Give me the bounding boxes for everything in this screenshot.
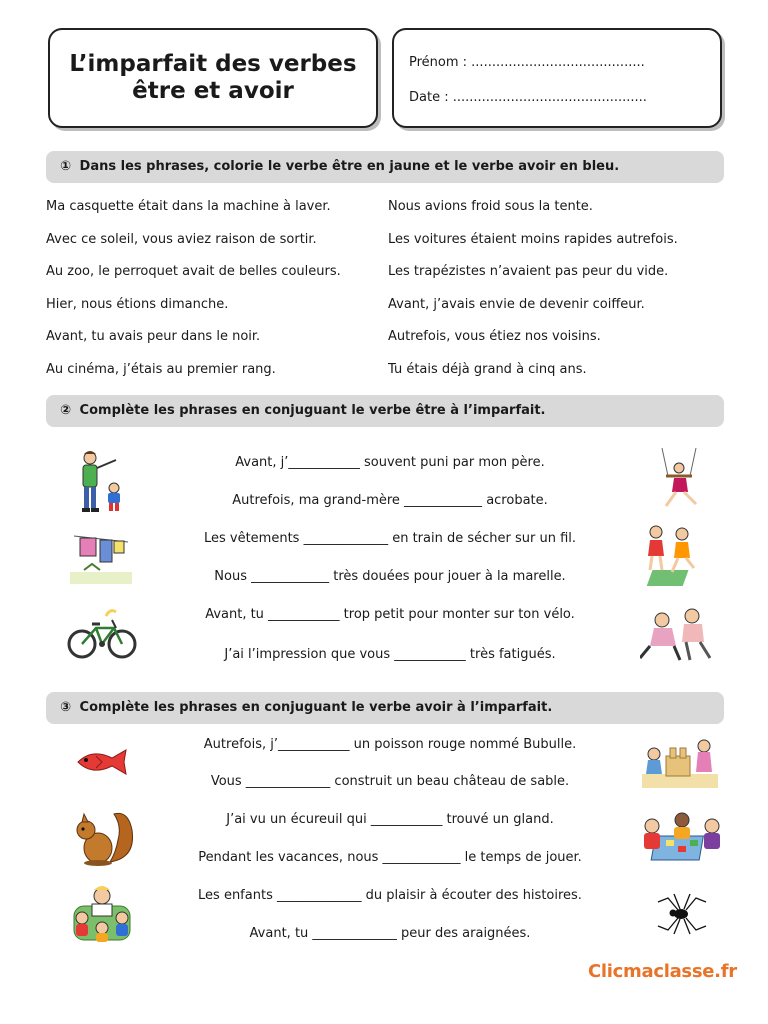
brand-logo-text: licmaclasse.fr bbox=[600, 961, 737, 982]
exercise3-instruction-text: Complète les phrases en conjuguant le verbe avoir à l’imparfait. bbox=[79, 700, 553, 715]
exercise1-sentence[interactable]: Ma casquette était dans la machine à laver. bbox=[46, 199, 331, 214]
date-field[interactable]: Date : ............................................... bbox=[409, 90, 647, 105]
exercise3-sentence[interactable]: Les enfants _____________ du plaisir à écouter des histoires. bbox=[198, 888, 582, 903]
title-box bbox=[48, 28, 378, 128]
exercise1-sentence[interactable]: Au cinéma, j’étais au premier rang. bbox=[46, 361, 276, 377]
exercise2-sentence[interactable]: J’ai l’impression que vous ___________ très fatigués. bbox=[224, 647, 556, 662]
tired-children-icon bbox=[640, 602, 716, 666]
page-title-line1: L’imparfait des verbes bbox=[69, 51, 357, 77]
prenom-field[interactable]: Prénom : .......................................... bbox=[409, 55, 645, 70]
exercise3-number: ③ bbox=[60, 700, 72, 715]
exercise3-sentence[interactable]: Autrefois, j’___________ un poisson rouge nommé Bubulle. bbox=[203, 737, 577, 752]
exercise1-instruction-text: Dans les phrases, colorie le verbe être en jaune et le verbe avoir en bleu. bbox=[79, 159, 620, 174]
exercise2-instruction bbox=[46, 395, 724, 427]
squirrel-icon bbox=[70, 808, 136, 866]
father-scolding-child-icon bbox=[70, 448, 132, 514]
exercise2-sentence[interactable]: Les vêtements _____________ en train de sécher sur un fil. bbox=[203, 531, 577, 546]
clothesline-icon bbox=[70, 526, 132, 584]
exercise3-sentence[interactable]: Vous _____________ construit un beau château de sable. bbox=[210, 774, 570, 789]
exercise3-sentence[interactable]: Pendant les vacances, nous ____________ le temps de jouer. bbox=[198, 850, 582, 865]
hopscotch-girls-icon bbox=[642, 522, 710, 588]
exercise1-sentence[interactable]: Avec ce soleil, vous aviez raison de sortir. bbox=[46, 231, 317, 247]
student-info-box bbox=[392, 28, 722, 128]
exercise1-sentence[interactable]: Autrefois, vous étiez nos voisins. bbox=[388, 329, 601, 344]
story-reading-children-icon bbox=[70, 882, 134, 944]
exercise3-instruction bbox=[46, 692, 724, 724]
exercise1-right-column bbox=[388, 200, 678, 395]
exercise1-number: ① bbox=[60, 159, 72, 174]
page-title-line2: être et avoir bbox=[132, 78, 294, 104]
exercise3-sentence[interactable]: Avant, tu _____________ peur des araignées. bbox=[249, 926, 531, 941]
exercise2-instruction-text: Complète les phrases en conjuguant le verbe être à l’imparfait. bbox=[79, 403, 546, 418]
exercise1-instruction bbox=[46, 151, 724, 183]
exercise1-sentence[interactable]: Tu étais déjà grand à cinq ans. bbox=[388, 361, 587, 377]
exercise3-sentence[interactable]: J’ai vu un écureuil qui ___________ trouvé un gland. bbox=[226, 812, 554, 827]
exercise1-sentence[interactable]: Les trapézistes n’avaient pas peur du vide. bbox=[388, 264, 669, 279]
exercise1-sentence[interactable]: Au zoo, le perroquet avait de belles couleurs. bbox=[46, 264, 341, 279]
exercise2-sentence[interactable]: Avant, j’___________ souvent puni par mon père. bbox=[235, 455, 545, 470]
brand-logo-mark: C bbox=[588, 961, 601, 982]
spider-icon bbox=[654, 892, 708, 936]
exercise1-sentence[interactable]: Nous avions froid sous la tente. bbox=[388, 199, 593, 214]
exercise1-sentence[interactable]: Avant, j’avais envie de devenir coiffeur. bbox=[388, 296, 645, 312]
exercise2-sentence[interactable]: Avant, tu ___________ trop petit pour monter sur ton vélo. bbox=[205, 607, 575, 622]
exercise1-sentence[interactable]: Les voitures étaient moins rapides autrefois. bbox=[388, 231, 678, 247]
exercise1-left-column bbox=[46, 200, 341, 395]
red-fish-icon bbox=[72, 748, 132, 776]
exercise1-sentence[interactable]: Avant, tu avais peur dans le noir. bbox=[46, 329, 261, 344]
board-game-children-icon bbox=[642, 810, 722, 866]
brand-logo bbox=[588, 961, 737, 982]
exercise2-sentence[interactable]: Autrefois, ma grand-mère ____________ acrobate. bbox=[232, 493, 548, 508]
bicycle-icon bbox=[66, 606, 138, 662]
sandcastle-children-icon bbox=[642, 732, 718, 788]
exercise2-sentence[interactable]: Nous ____________ très douées pour jouer à la marelle. bbox=[214, 569, 566, 584]
exercise1-sentence[interactable]: Hier, nous étions dimanche. bbox=[46, 296, 229, 312]
trapeze-girl-icon bbox=[652, 446, 706, 512]
exercise2-number: ② bbox=[60, 403, 72, 418]
